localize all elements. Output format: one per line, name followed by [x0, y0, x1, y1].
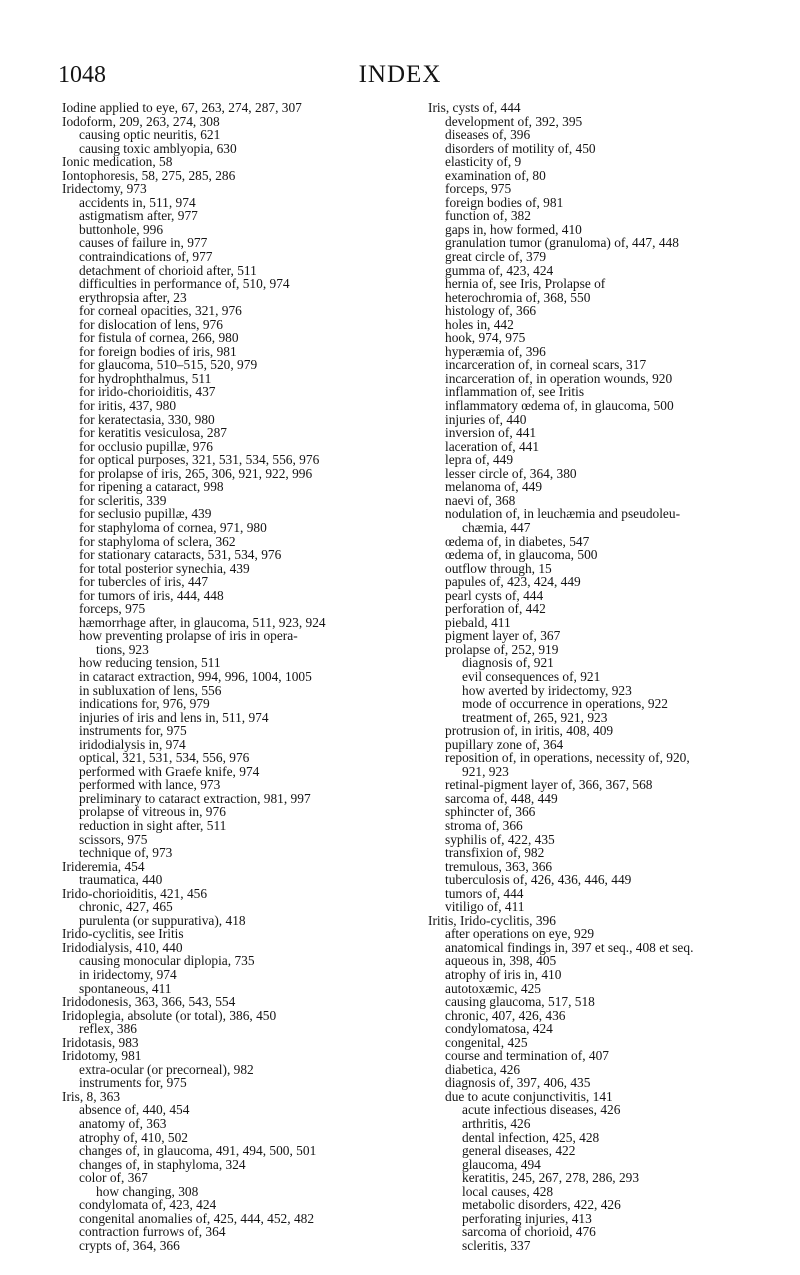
- index-entry: pupillary zone of, 364: [445, 736, 564, 752]
- index-entry: histology of, 366: [445, 303, 537, 319]
- index-entry: syphilis of, 422, 435: [445, 831, 555, 847]
- index-entry: reflex, 386: [79, 1021, 138, 1037]
- index-entry: causes of failure in, 977: [79, 235, 208, 251]
- index-entry: hyperæmia of, 396: [445, 343, 546, 359]
- index-entry: atrophy of, 410, 502: [79, 1129, 188, 1145]
- index-entry: granulation tumor (granuloma) of, 447, 448: [445, 235, 679, 251]
- index-entry: changes of, in glaucoma, 491, 494, 500, 501: [79, 1143, 317, 1159]
- index-entry: foreign bodies of, 981: [445, 194, 564, 210]
- index-entry: chronic, 407, 426, 436: [445, 1007, 566, 1023]
- index-entry: congenital anomalies of, 425, 444, 452, 482: [79, 1210, 315, 1226]
- index-entry: accidents in, 511, 974: [79, 194, 196, 210]
- index-column-left: [62, 101, 412, 1252]
- index-entry: perforation of, 442: [445, 601, 546, 617]
- index-entry: treatment of, 265, 921, 923: [462, 709, 608, 725]
- index-entry: for stationary cataracts, 531, 534, 976: [79, 547, 282, 563]
- index-entry: keratitis, 245, 267, 278, 286, 293: [462, 1170, 640, 1186]
- index-entry: changes of, in staphyloma, 324: [79, 1156, 246, 1172]
- index-entry: œdema of, in diabetes, 547: [445, 533, 590, 549]
- index-entry: holes in, 442: [445, 316, 514, 332]
- index-entry: arthritis, 426: [462, 1116, 531, 1132]
- index-entry: for tubercles of iris, 447: [79, 574, 209, 590]
- index-entry: Iris, 8, 363: [62, 1088, 121, 1104]
- index-entry: causing monocular diplopia, 735: [79, 953, 255, 969]
- index-entry: injuries of, 440: [445, 411, 527, 427]
- index-entry: indications for, 976, 979: [79, 696, 210, 712]
- index-entry: tremulous, 363, 366: [445, 858, 553, 874]
- index-entry: diagnosis of, 397, 406, 435: [445, 1075, 591, 1091]
- index-entry: mode of occurrence in operations, 922: [462, 696, 668, 712]
- index-entry: for fistula of cornea, 266, 980: [79, 330, 239, 346]
- index-entry: for dislocation of lens, 976: [79, 316, 223, 332]
- index-entry: Irido-chorioiditis, 421, 456: [62, 885, 208, 901]
- index-entry: how changing, 308: [96, 1183, 199, 1199]
- index-entry: chronic, 427, 465: [79, 899, 173, 915]
- index-entry: for scleritis, 339: [79, 492, 167, 508]
- index-entry: instruments for, 975: [79, 1075, 187, 1091]
- index-entry: causing toxic amblyopia, 630: [79, 140, 237, 156]
- index-entry: sarcoma of, 448, 449: [445, 790, 558, 806]
- index-entry: inversion of, 441: [445, 425, 537, 441]
- index-entry: for keratitis vesiculosa, 287: [79, 425, 228, 441]
- index-entry: piebald, 411: [445, 614, 511, 630]
- index-entry: anatomy of, 363: [79, 1116, 167, 1132]
- index-entry: Iridectomy, 973: [62, 181, 147, 197]
- index-entry: perforating injuries, 413: [462, 1210, 592, 1226]
- index-entry: contraction furrows of, 364: [79, 1224, 226, 1240]
- index-entry: color of, 367: [79, 1170, 148, 1186]
- index-entry: vitiligo of, 411: [445, 899, 525, 915]
- index-entry: how averted by iridectomy, 923: [462, 682, 632, 698]
- index-entry: examination of, 80: [445, 167, 546, 183]
- index-entry: outflow through, 15: [445, 560, 552, 576]
- index-entry: in subluxation of lens, 556: [79, 682, 222, 698]
- index-entry: prolapse of, 252, 919: [445, 641, 559, 657]
- index-entry: 921, 923: [462, 763, 509, 779]
- index-entry: pearl cysts of, 444: [445, 587, 544, 603]
- index-entry: after operations on eye, 929: [445, 926, 595, 942]
- index-entry: hook, 974, 975: [445, 330, 526, 346]
- index-entry: for occlusio pupillæ, 976: [79, 438, 213, 454]
- index-entry: astigmatism after, 977: [79, 208, 198, 224]
- index-entry: for hydrophthalmus, 511: [79, 370, 212, 386]
- index-entry: iridodialysis in, 974: [79, 736, 186, 752]
- index-entry: incarceration of, in operation wounds, 920: [445, 370, 673, 386]
- index-entry: lesser circle of, 364, 380: [445, 465, 577, 481]
- index-entry: diabetica, 426: [445, 1061, 521, 1077]
- index-entry: causing optic neuritis, 621: [79, 127, 221, 143]
- index-entry: causing glaucoma, 517, 518: [445, 994, 595, 1010]
- index-entry: Iridoplegia, absolute (or total), 386, 450: [62, 1007, 277, 1023]
- index-entry: prolapse of vitreous in, 976: [79, 804, 226, 820]
- index-entry: due to acute conjunctivitis, 141: [445, 1088, 613, 1104]
- index-entry: extra-ocular (or precorneal), 982: [79, 1061, 254, 1077]
- index-entry: function of, 382: [445, 208, 531, 224]
- index-entry: great circle of, 379: [445, 249, 547, 265]
- index-entry: diagnosis of, 921: [462, 655, 554, 671]
- index-column-right: [428, 101, 800, 1252]
- index-entry: how preventing prolapse of iris in opera-: [79, 628, 298, 644]
- index-entry: aqueous in, 398, 405: [445, 953, 557, 969]
- index-entry: purulenta (or suppurativa), 418: [79, 912, 246, 928]
- index-entry: Iridotomy, 981: [62, 1048, 142, 1064]
- index-entry: disorders of motility of, 450: [445, 140, 596, 156]
- index-entry: chæmia, 447: [462, 519, 531, 535]
- index-entry: reduction in sight after, 511: [79, 817, 227, 833]
- index-entry: crypts of, 364, 366: [79, 1237, 180, 1253]
- index-entry: papules of, 423, 424, 449: [445, 574, 581, 590]
- index-entry: for optical purposes, 321, 531, 534, 556, 976: [79, 452, 320, 468]
- index-entry: gaps in, how formed, 410: [445, 221, 582, 237]
- index-entry: scissors, 975: [79, 831, 148, 847]
- index-entry: spontaneous, 411: [79, 980, 172, 996]
- index-entry: for irido-chorioiditis, 437: [79, 384, 216, 400]
- index-entry: general diseases, 422: [462, 1143, 576, 1159]
- index-entry: inflammatory œdema of, in glaucoma, 500: [445, 398, 674, 414]
- index-entry: Ionic medication, 58: [62, 154, 173, 170]
- index-entry: stroma of, 366: [445, 817, 523, 833]
- index-entry: technique of, 973: [79, 845, 173, 861]
- index-entry: Iridotasis, 983: [62, 1034, 139, 1050]
- index-entry: absence of, 440, 454: [79, 1102, 190, 1118]
- index-entry: performed with lance, 973: [79, 777, 221, 793]
- index-entry: Iridodialysis, 410, 440: [62, 939, 183, 955]
- index-entry: Iris, cysts of, 444: [428, 100, 521, 115]
- index-entry: tumors of, 444: [445, 885, 524, 901]
- index-entry: dental infection, 425, 428: [462, 1129, 600, 1145]
- index-entry: optical, 321, 531, 534, 556, 976: [79, 750, 250, 766]
- index-entry: for foreign bodies of iris, 981: [79, 343, 237, 359]
- index-entry: for staphyloma of sclera, 362: [79, 533, 236, 549]
- index-entry: instruments for, 975: [79, 723, 187, 739]
- index-entry: for ripening a cataract, 998: [79, 479, 224, 495]
- index-entry: forceps, 975: [445, 181, 512, 197]
- index-entry: Iontophoresis, 58, 275, 285, 286: [62, 167, 236, 183]
- index-entry: melanoma of, 449: [445, 479, 543, 495]
- index-entry: Iodine applied to eye, 67, 263, 274, 287, 307: [62, 100, 302, 115]
- index-entry: for staphyloma of cornea, 971, 980: [79, 519, 267, 535]
- index-entry: Irido-cyclitis, see Iritis: [62, 926, 184, 942]
- index-entry: in cataract extraction, 994, 996, 1004, 1005: [79, 668, 312, 684]
- index-entry: autotoxæmic, 425: [445, 980, 541, 996]
- index-entry: anatomical findings in, 397 et seq., 408 et seq.: [445, 939, 694, 955]
- index-entry: tuberculosis of, 426, 436, 446, 449: [445, 872, 632, 888]
- index-entry: sarcoma of chorioid, 476: [462, 1224, 596, 1240]
- index-entry: difficulties in performance of, 510, 974: [79, 276, 290, 292]
- page-number: 1048: [58, 62, 106, 88]
- index-entry: for corneal opacities, 321, 976: [79, 303, 242, 319]
- index-entry: preliminary to cataract extraction, 981, 997: [79, 790, 311, 806]
- index-entry: for iritis, 437, 980: [79, 398, 177, 414]
- index-entry: atrophy of iris in, 410: [445, 967, 562, 982]
- index-entry: pigment layer of, 367: [445, 628, 561, 644]
- index-entry: erythropsia after, 23: [79, 289, 187, 305]
- index-entry: glaucoma, 494: [462, 1156, 541, 1172]
- index-entry: condylomata of, 423, 424: [79, 1197, 217, 1213]
- index-entry: heterochromia of, 368, 550: [445, 289, 591, 305]
- index-entry: for seclusio pupillæ, 439: [79, 506, 212, 522]
- index-entry: protrusion of, in iritis, 408, 409: [445, 723, 614, 739]
- index-entry: Iritis, Irido-cyclitis, 396: [428, 912, 556, 928]
- index-entry: nodulation of, in leuchæmia and pseudoleu-: [445, 506, 681, 522]
- index-entry: congenital, 425: [445, 1034, 528, 1050]
- index-entry: Iridodonesis, 363, 366, 543, 554: [62, 994, 236, 1010]
- index-entry: condylomatosa, 424: [445, 1021, 553, 1037]
- index-entry: in iridectomy, 974: [79, 967, 177, 982]
- index-entry: how reducing tension, 511: [79, 655, 221, 671]
- index-entry: hæmorrhage after, in glaucoma, 511, 923, 924: [79, 614, 326, 630]
- index-entry: incarceration of, in corneal scars, 317: [445, 357, 647, 373]
- index-entry: evil consequences of, 921: [462, 668, 601, 684]
- index-entry: reposition of, in operations, necessity of, 920,: [445, 750, 690, 766]
- index-entry: diseases of, 396: [445, 127, 531, 143]
- index-entry: for keratectasia, 330, 980: [79, 411, 215, 427]
- index-entry: gumma of, 423, 424: [445, 262, 554, 278]
- index-entry: injuries of iris and lens in, 511, 974: [79, 709, 269, 725]
- index-entry: tions, 923: [96, 641, 149, 657]
- index-entry: development of, 392, 395: [445, 113, 583, 129]
- index-entry: retinal-pigment layer of, 366, 367, 568: [445, 777, 653, 793]
- index-entry: local causes, 428: [462, 1183, 554, 1199]
- index-entry: for tumors of iris, 444, 448: [79, 587, 224, 603]
- index-entry: laceration of, 441: [445, 438, 540, 454]
- index-entry: course and termination of, 407: [445, 1048, 609, 1064]
- index-entry: œdema of, in glaucoma, 500: [445, 547, 598, 563]
- index-entry: for glaucoma, 510–515, 520, 979: [79, 357, 258, 373]
- running-head: INDEX: [358, 61, 442, 88]
- index-entry: for prolapse of iris, 265, 306, 921, 922, 996: [79, 465, 313, 481]
- index-entry: Iodoform, 209, 263, 274, 308: [62, 113, 220, 129]
- index-entry: performed with Graefe knife, 974: [79, 763, 260, 779]
- index-entry: scleritis, 337: [462, 1237, 531, 1253]
- index-entry: forceps, 975: [79, 601, 146, 617]
- index-entry: metabolic disorders, 422, 426: [462, 1197, 621, 1213]
- index-entry: lepra of, 449: [445, 452, 514, 468]
- index-entry: for total posterior synechia, 439: [79, 560, 250, 576]
- index-entry: transfixion of, 982: [445, 845, 545, 861]
- index-entry: acute infectious diseases, 426: [462, 1102, 621, 1118]
- index-entry: sphincter of, 366: [445, 804, 536, 820]
- index-entry: buttonhole, 996: [79, 221, 164, 237]
- index-entry: elasticity of, 9: [445, 154, 522, 170]
- index-entry: contraindications of, 977: [79, 249, 213, 265]
- index-entry: naevi of, 368: [445, 492, 516, 508]
- index-entry: hernia of, see Iris, Prolapse of: [445, 276, 606, 292]
- index-entry: Irideremia, 454: [62, 858, 145, 874]
- index-entry: detachment of chorioid after, 511: [79, 262, 257, 278]
- index-entry: traumatica, 440: [79, 872, 163, 888]
- index-entry: inflammation of, see Iritis: [445, 384, 585, 400]
